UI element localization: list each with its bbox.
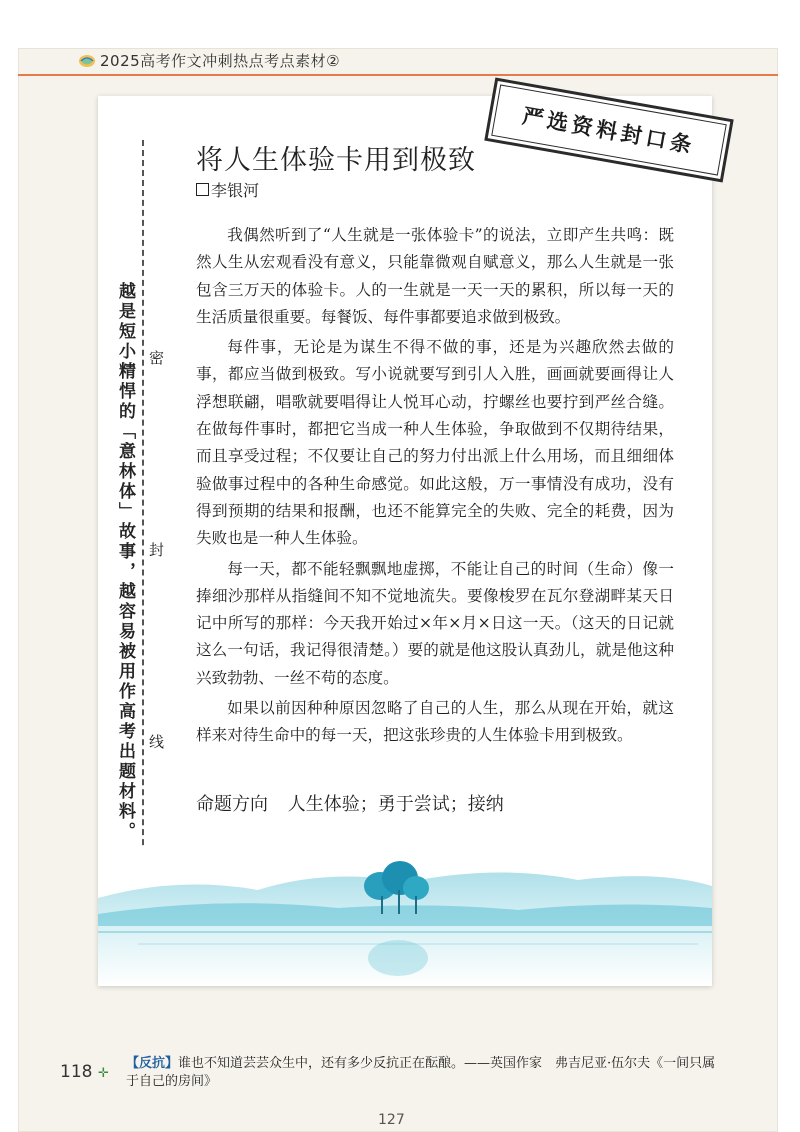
- topic-line: [196, 790, 504, 816]
- page-decoration-icon: ✛: [98, 1066, 109, 1081]
- page-number: 118: [60, 1062, 93, 1082]
- seal-label: 严选资料封口条: [520, 103, 698, 158]
- landscape-illustration: [98, 846, 712, 986]
- quote-text: 谁也不知道芸芸众生中，还有多少反抗正在酝酿。——英国作家 弗吉尼亚·伍尔夫《一间只属于自己的房间》: [126, 1056, 716, 1089]
- paragraph: 我偶然听到了“人生就是一张体验卡”的说法，立即产生共鸣：既然人生从宏观看没有意义，只能靠微观自赋意义，那么人生就是一张包含三万天的体验卡。人的一生就是一天一天的累积，所以每一天的生活质量很重要。每餐饭、每件事都要追求做到极致。: [196, 226, 674, 326]
- side-note: 越是短小精悍的「意林体」故事，越容易被用作高考出题材料。: [115, 282, 135, 842]
- paragraph: 如果以前因种种原因忽略了自己的人生，那么从现在开始，就这样来对待生命中的每一天，把这张珍贵的人生体验卡用到极致。: [196, 699, 674, 745]
- bottom-page-number: 127: [378, 1112, 405, 1128]
- cut-label-feng: 封: [149, 541, 165, 559]
- page-header: [18, 48, 778, 76]
- paragraph: 每一天，都不能轻飘飘地虚掷，不能让自己的时间（生命）像一捧细沙那样从指缝间不知不觉地流失。要像梭罗在瓦尔登湖畔某天日记中所写的那样：今天我开始过×年×月×日这一天。（这天的日记就这么一句话，我记得很清楚。）要的就是他这股认真劲儿，就是他这种兴致勃勃、一丝不苟的态度。: [196, 559, 674, 687]
- paragraph: 每件事，无论是为谋生不得不做的事，还是为兴趣欣然去做的事，都应当做到极致。写小说就要写到引人入胜，画画就要画得让人浮想联翩，唱歌就要唱得让人悦耳心动，拧螺丝也要拧到严丝合缝。在做每件事时，都把它当成一种人生体验，争取做到不仅期待结果，而且享受过程；不仅要让自己的努力付出派上什么用场，而且细细体验做事过程中的各种生命感觉。如此这般，万一事情没有成功，没有得到预期的结果和报酬，也还不能算完全的失败、完全的耗费，因为失败也是一种人生体验。: [196, 338, 674, 548]
- cut-label-mi: 密: [149, 349, 165, 367]
- author-name: 李银河: [211, 181, 260, 200]
- footer-quote: [126, 1055, 726, 1091]
- header-title: 2025高考作文冲刺热点考点素材②: [100, 52, 341, 70]
- cut-label-xian: 线: [149, 733, 165, 751]
- author-box-icon: [196, 183, 209, 196]
- article-body: [196, 222, 674, 753]
- topic-label: 命题方向: [196, 794, 268, 815]
- topic-value: 人生体验；勇于尝试；接纳: [287, 794, 504, 815]
- article-title: 将人生体验卡用到极致: [196, 145, 476, 176]
- quote-tag: 【反抗】: [126, 1056, 179, 1071]
- book-logo-icon: [78, 52, 96, 68]
- author-line: [196, 178, 259, 201]
